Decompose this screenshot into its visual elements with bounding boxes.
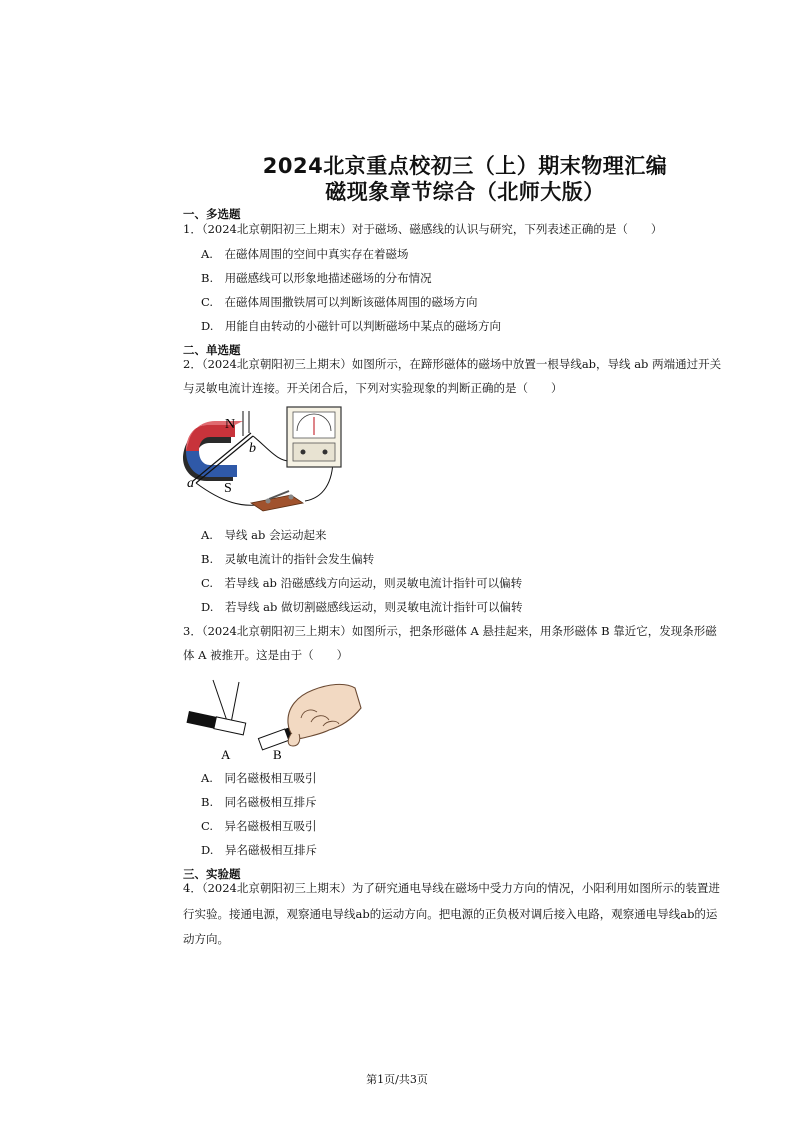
question-3-option-b: B. 同名磁极相互排斥	[201, 795, 317, 809]
label-magnet-b: B	[273, 747, 282, 762]
question-3-stem-line2: 体 A 被推开。这是由于（ ）	[183, 648, 349, 662]
switch-base	[251, 495, 303, 511]
section-heading-multiple-choice: 一、多选题	[183, 207, 241, 221]
question-3-option-d: D. 异名磁极相互排斥	[201, 843, 317, 857]
question-2-stem-line2: 与灵敏电流计连接。开关闭合后，下列对实验现象的判断正确的是（ ）	[183, 381, 563, 395]
label-a: a	[187, 476, 194, 491]
hand	[288, 684, 361, 738]
question-3-stem-line1: 3．（2024北京朝阳初三上期末）如图所示，把条形磁体 A 悬挂起来，用条形磁体 B 靠近它，发现条形磁	[183, 624, 717, 638]
section-heading-experiment: 三、实验题	[183, 867, 241, 881]
question-2-option-d: D. 若导线 ab 做切割磁感线运动，则灵敏电流计指针可以偏转	[201, 600, 523, 614]
figure-horseshoe-magnet-circuit	[183, 403, 353, 518]
document-title-line1: 2024北京重点校初三（上）期末物理汇编	[262, 154, 668, 178]
switch-terminal	[266, 499, 271, 504]
label-n: N	[225, 417, 236, 432]
question-4-stem-line3: 动方向。	[183, 932, 229, 946]
question-1-option-b: B. 用磁感线可以形象地描述磁场的分布情况	[201, 271, 432, 285]
document-title-line2: 磁现象章节综合（北师大版）	[325, 180, 605, 204]
galvanometer-terminal-minus	[301, 450, 306, 455]
label-b: b	[249, 441, 256, 456]
question-2-option-a: A. 导线 ab 会运动起来	[201, 528, 327, 542]
section-heading-single-choice: 二、单选题	[183, 343, 241, 357]
question-3-option-a: A. 同名磁极相互吸引	[201, 771, 317, 785]
hand-thumb	[288, 734, 300, 746]
question-1-stem: 1．（2024北京朝阳初三上期末）对于磁场、磁感线的认识与研究，下列表述正确的是（ ）	[183, 222, 663, 236]
question-2-option-b: B. 灵敏电流计的指针会发生偏转	[201, 552, 375, 566]
galvanometer-terminal-plus	[323, 450, 328, 455]
question-1-option-a: A. 在磁体周围的空间中真实存在着磁场	[201, 247, 409, 261]
string-right	[231, 682, 239, 723]
magnet-a-black-half	[186, 711, 216, 729]
label-magnet-a: A	[221, 747, 231, 762]
figure-bar-magnets	[183, 678, 363, 763]
question-1-option-d: D. 用能自由转动的小磁针可以判断磁场中某点的磁场方向	[201, 319, 501, 333]
label-s: S	[224, 481, 232, 496]
question-1-option-c: C. 在磁体周围撒铁屑可以判断该磁体周围的磁场方向	[201, 295, 478, 309]
switch-terminal	[289, 495, 294, 500]
question-3-option-c: C. 异名磁极相互吸引	[201, 819, 317, 833]
magnet-a-white-half	[214, 717, 246, 735]
string-left	[213, 680, 227, 721]
magnet-a	[186, 711, 245, 735]
question-2-option-c: C. 若导线 ab 沿磁感线方向运动，则灵敏电流计指针可以偏转	[201, 576, 523, 590]
question-2-stem-line1: 2．（2024北京朝阳初三上期末）如图所示，在蹄形磁体的磁场中放置一根导线ab，导线 ab 两端通过开关	[183, 357, 722, 371]
question-4-stem-line2: 行实验。接通电源，观察通电导线ab的运动方向。把电源的正负极对调后接入电路，观察通电导线ab的运	[183, 907, 718, 921]
page-footer: 第1页/共3页	[366, 1073, 428, 1086]
question-4-stem-line1: 4．（2024北京朝阳初三上期末）为了研究通电导线在磁场中受力方向的情况，小阳利用如图所示的装置进	[183, 881, 720, 895]
galvanometer-terminal-panel	[293, 443, 335, 461]
